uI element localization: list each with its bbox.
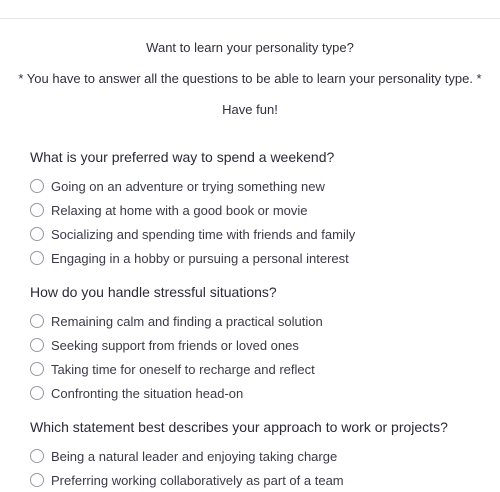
option-label: Seeking support from friends or loved ones [51, 337, 299, 353]
question-3-option-2[interactable] [30, 468, 490, 492]
radio-button[interactable] [30, 314, 44, 328]
radio-button[interactable] [30, 227, 44, 241]
intro-instructions: * You have to answer all the questions to be able to learn your personality type. * [18, 71, 482, 86]
question-title: How do you handle stressful situations? [30, 284, 277, 300]
question-title: Which statement best describes your approach to work or projects? [30, 419, 448, 435]
radio-button[interactable] [30, 179, 44, 193]
radio-button[interactable] [30, 449, 44, 463]
radio-button[interactable] [30, 473, 44, 487]
question-2-option-2[interactable] [30, 333, 490, 357]
intro-heading: Want to learn your personality type? [146, 40, 354, 55]
option-label: Taking time for oneself to recharge and reflect [51, 361, 315, 377]
question-2-option-3[interactable] [30, 357, 490, 381]
option-label: Being a natural leader and enjoying taking charge [51, 448, 338, 464]
question-1-option-2[interactable] [30, 198, 490, 222]
intro-text [0, 40, 500, 118]
question-3-option-1[interactable] [30, 444, 490, 468]
question-1-option-1[interactable] [30, 174, 490, 198]
top-divider [0, 18, 500, 19]
radio-button[interactable] [30, 338, 44, 352]
question-1 [30, 148, 490, 270]
question-title: What is your preferred way to spend a weekend? [30, 149, 335, 165]
option-label: Going on an adventure or trying something new [51, 178, 325, 194]
radio-button[interactable] [30, 386, 44, 400]
question-3 [30, 418, 490, 492]
question-1-option-4[interactable] [30, 246, 490, 270]
intro-have-fun: Have fun! [222, 102, 278, 117]
radio-button[interactable] [30, 251, 44, 265]
option-label: Socializing and spending time with friends and family [51, 226, 356, 242]
question-1-option-3[interactable] [30, 222, 490, 246]
option-label: Preferring working collaboratively as part of a team [51, 472, 344, 488]
question-2-option-4[interactable] [30, 381, 490, 405]
option-label: Relaxing at home with a good book or movie [51, 202, 308, 218]
option-label: Engaging in a hobby or pursuing a personal interest [51, 250, 349, 266]
radio-button[interactable] [30, 362, 44, 376]
option-label: Remaining calm and finding a practical solution [51, 313, 323, 329]
radio-button[interactable] [30, 203, 44, 217]
question-2-option-1[interactable] [30, 309, 490, 333]
question-2 [30, 283, 490, 405]
option-label: Confronting the situation head-on [51, 385, 244, 401]
